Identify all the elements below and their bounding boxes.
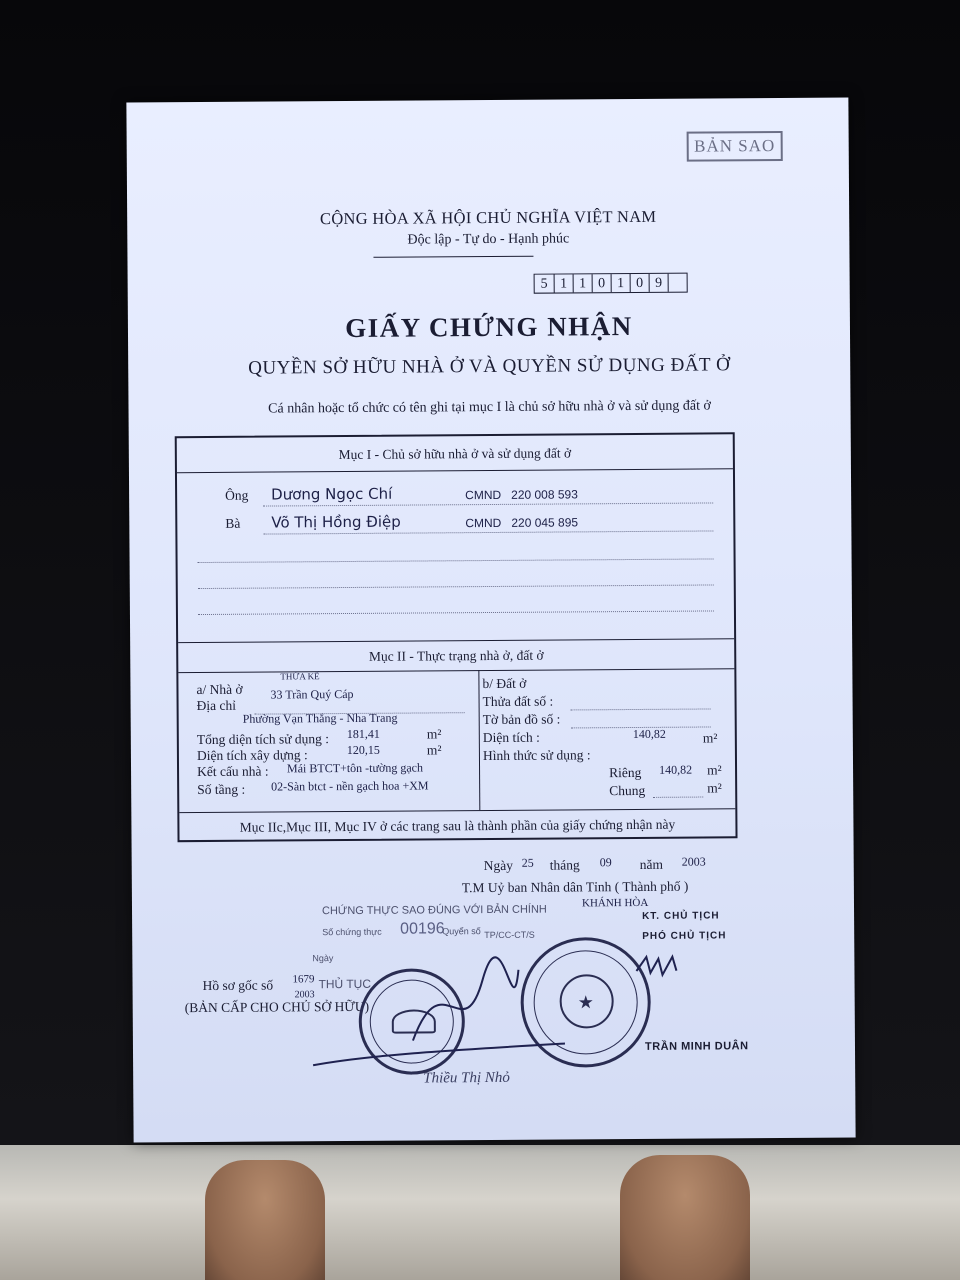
- motto: Độc lập - Tự do - Hạnh phúc: [407, 231, 570, 248]
- copy-book-suffix: TP/CC-CT/S: [484, 929, 535, 941]
- copy-number-label: Số chứng thực: [322, 926, 382, 938]
- origin-record-label: Hồ sơ gốc số: [202, 977, 274, 994]
- land-area-value: 140,82: [632, 726, 666, 742]
- authority-line: T.M Uỷ ban Nhân dân Tỉnh ( Thành phố ): [461, 878, 689, 896]
- date-year: 2003: [681, 854, 706, 869]
- document-subtitle: QUYỀN SỞ HỮU NHÀ Ở VÀ QUYỀN SỬ DỤNG ĐẤT Ở: [248, 354, 731, 379]
- structure-value: Mái BTCT+tôn -tường gạch: [286, 760, 424, 776]
- cert-digit: 5: [540, 276, 548, 292]
- footer-note: Mục IIc,Mục III, Mục IV ở các trang sau là thành phần của giấy chứng nhận này: [239, 816, 676, 835]
- total-area-value: 181,41: [346, 726, 380, 742]
- sign-role2: PHÓ CHỦ TỊCH: [642, 930, 727, 942]
- owner1-prefix: Ông: [225, 487, 249, 503]
- authority-province: KHÁNH HÒA: [581, 896, 649, 910]
- officer-name: Thiều Thị Nhỏ: [423, 1069, 510, 1087]
- owner1-id-label: CMND: [465, 487, 502, 503]
- structure-label: Kết cấu nhà :: [196, 763, 269, 780]
- left-hand: [205, 1160, 325, 1280]
- private-area-value: 140,82: [659, 762, 693, 777]
- divider: [178, 668, 734, 673]
- chairman-signature: [632, 951, 692, 981]
- copy-officer-label: THỦ TỤC: [318, 976, 372, 992]
- origin-record-year: 2003: [294, 989, 315, 1001]
- copy-book-label: Quyển số: [442, 926, 481, 937]
- land-label: b/ Đất ở: [482, 675, 527, 692]
- cert-digit: 9: [649, 274, 668, 292]
- date-month: 09: [599, 855, 612, 870]
- owner2-name: Võ Thị Hồng Điệp: [271, 512, 401, 532]
- copy-date-label: Ngày: [312, 953, 334, 964]
- floors-label: Số tầng :: [197, 781, 246, 798]
- floors-value: 02-Sàn btct - nền gạch hoa +XM: [271, 778, 429, 794]
- divider: [177, 468, 733, 473]
- section1-title: Mục I - Chủ sở hữu nhà ở và sử dụng đất ở: [338, 445, 572, 463]
- dotted-line: [571, 708, 711, 710]
- house-address-line1: 33 Trần Quý Cáp: [270, 686, 354, 702]
- owner2-id-label: CMND: [465, 515, 502, 531]
- date-day-label: Ngày: [483, 857, 514, 874]
- shared-area-unit: m²: [707, 780, 722, 796]
- star-icon: ★: [577, 992, 594, 1013]
- signer-name: TRẦN MINH DUÂN: [644, 1040, 749, 1053]
- copy-stamp-label: BẢN SAO: [687, 131, 783, 162]
- divider: [178, 638, 734, 643]
- column-divider: [478, 670, 480, 810]
- date-month-label: tháng: [549, 857, 580, 873]
- cert-digit: 0: [630, 274, 649, 292]
- shared-label: Chung: [609, 782, 646, 799]
- map-label: Tờ bản đồ số :: [482, 711, 561, 728]
- date-day: 25: [521, 855, 534, 870]
- dotted-line: [198, 610, 714, 615]
- sign-role1: KT. CHỦ TỊCH: [642, 910, 720, 922]
- house-label: a/ Nhà ở: [196, 681, 243, 698]
- copy-number: 00196: [400, 920, 445, 938]
- plot-label: Thửa đất số :: [482, 693, 554, 710]
- total-area-label: Tổng diện tích sử dụng :: [196, 731, 330, 748]
- dotted-line: [653, 797, 703, 798]
- private-label: Riêng: [609, 764, 642, 781]
- document-title: GIẤY CHỨNG NHẬN: [345, 311, 633, 344]
- cert-digit: 1: [573, 274, 592, 292]
- dotted-line: [198, 558, 714, 563]
- owner1-name: Dương Ngọc Chí: [271, 484, 393, 504]
- cert-digit: 1: [611, 274, 630, 292]
- certificate-paper: [126, 97, 855, 1142]
- copy-certify-line: CHỨNG THỰC SAO ĐÚNG VỚI BẢN CHÍNH: [321, 903, 547, 918]
- owner2-prefix: Bà: [225, 515, 241, 531]
- total-area-unit: m²: [426, 726, 442, 742]
- underline-stroke: [309, 1033, 569, 1075]
- intro-statement: Cá nhân hoặc tổ chức có tên ghi tại mục I là chủ sở hữu nhà ở và sử dụng đất ở: [268, 398, 711, 417]
- floor-background: [0, 1145, 960, 1280]
- dotted-line: [198, 584, 714, 589]
- divider: [179, 808, 735, 813]
- origin-record-number: 1679: [292, 973, 315, 986]
- land-area-unit: m²: [702, 730, 718, 746]
- section2-title: Mục II - Thực trạng nhà ở, đất ở: [368, 647, 544, 664]
- motto-underline: [373, 256, 533, 258]
- cert-digit: 0: [592, 274, 611, 292]
- built-area-value: 120,15: [346, 742, 380, 758]
- land-area-label: Diện tích :: [482, 729, 540, 746]
- date-year-label: năm: [639, 856, 664, 872]
- cert-digit-empty: [668, 274, 687, 292]
- right-hand: [620, 1155, 750, 1280]
- house-note: THỪA KẾ: [280, 671, 320, 682]
- built-area-label: Diện tích xây dựng :: [196, 747, 308, 764]
- certificate-number-boxes: [534, 273, 688, 294]
- owner1-id-number: 220 008 593: [511, 487, 578, 502]
- issued-to: (BẢN CẤP CHO CHỦ SỞ HỮU): [184, 998, 370, 1016]
- cert-digit: 1: [554, 274, 573, 292]
- house-address-label: Địa chỉ: [196, 697, 237, 714]
- house-address-line2: Phường Vạn Thắng - Nha Trang: [242, 710, 398, 726]
- usage-label: Hình thức sử dụng :: [482, 747, 591, 764]
- certificate-table: [175, 432, 738, 842]
- private-area-unit: m²: [707, 762, 722, 778]
- nation-heading: CỘNG HÒA XÃ HỘI CHỦ NGHĨA VIỆT NAM: [319, 206, 657, 229]
- built-area-unit: m²: [426, 742, 442, 758]
- owner2-id-number: 220 045 895: [511, 515, 579, 530]
